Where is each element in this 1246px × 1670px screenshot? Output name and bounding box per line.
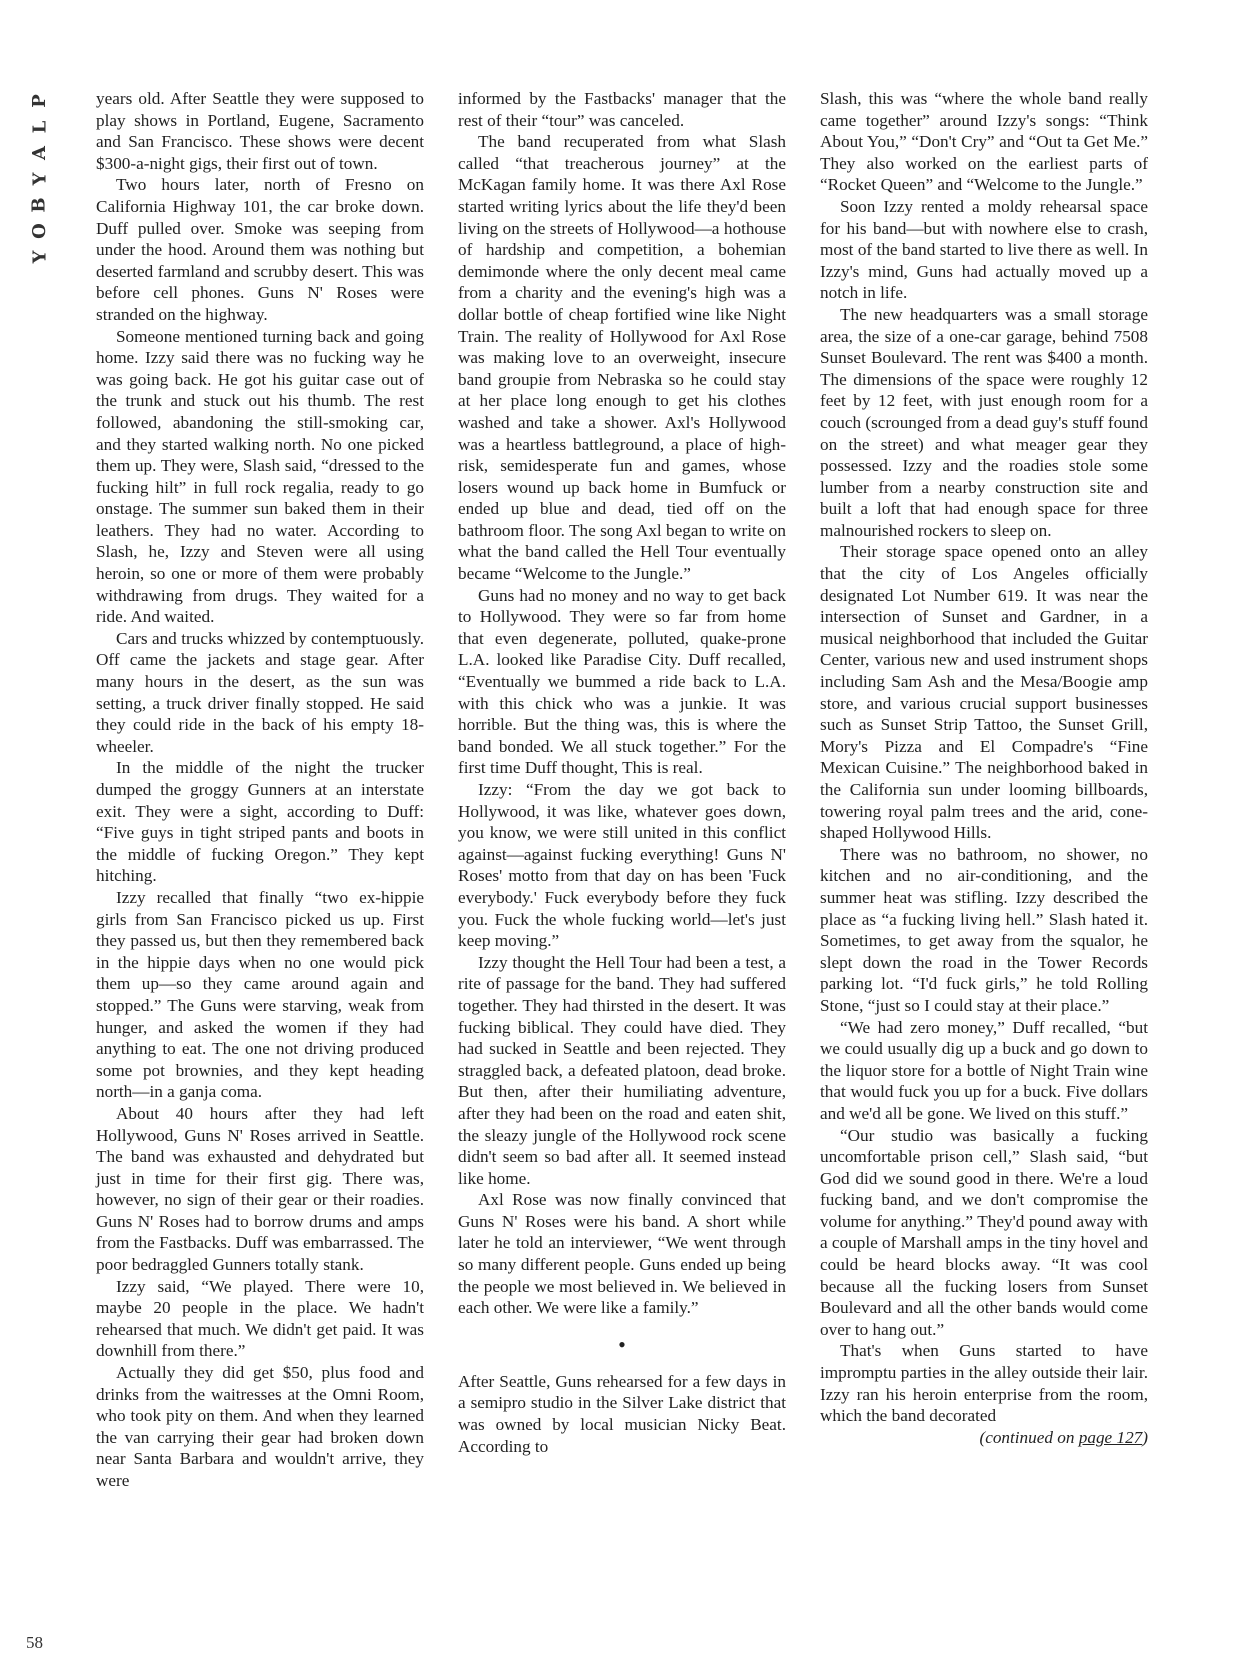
article-column-3	[820, 88, 1148, 1448]
logo-letter: P	[28, 94, 50, 108]
paragraph: Slash, this was “where the whole band really came together” around Izzy's songs: “Think About You,” “Don't Cry” and “Out ta Get Me.” They also worked on the earliest parts of “Rocket Queen” and “Welcome to the Jungle.”	[820, 89, 1148, 195]
paragraph: Izzy: “From the day we got back to Hollywood, it was like, whatever goes down, you know, we were still united in this conflict against—against fucking everything! Guns N' Roses' motto from that day on has been 'Fuck everybody.' Fuck everybody before they fuck you. Fuck the whole fucking world—let's just keep moving.”	[458, 780, 786, 951]
playboy-logo	[30, 88, 50, 270]
paragraph: About 40 hours after they had left Hollywood, Guns N' Roses arrived in Seattle. The band was exhausted and dehydrated but just in time for their first gig. There was, however, no sign of their gear or their roadies. Guns N' Roses had to borrow drums and amps from the Fastbacks. Duff was embarrassed. The poor bedraggled Gunners totally stank.	[96, 1103, 424, 1275]
continued-prefix: (continued on	[979, 1427, 1079, 1447]
paragraph: Soon Izzy rented a moldy rehearsal space for his band—but with nowhere else to crash, most of the band started to live there as well. In Izzy's mind, Guns had actually moved up a notch in life.	[820, 196, 1148, 303]
page-number: 58	[26, 1633, 43, 1652]
paragraph: Izzy recalled that finally “two ex-hippie girls from San Francisco picked us up. First they passed us, but then they remembered back in the hippie days when no one would pick them up—so they came around again and stopped.” The Guns were starving, weak from hunger, and asked the women if they had anything to eat. The one not driving produced some pot brownies, and they kept heading north—in a ganja coma.	[96, 887, 424, 1102]
paragraph: informed by the Fastbacks' manager that the rest of their “tour” was canceled.	[458, 89, 786, 130]
section-break-bullet: •	[618, 1331, 626, 1357]
article-column-1	[96, 88, 424, 1492]
paragraph: After Seattle, Guns rehearsed for a few days in a semipro studio in the Silver Lake district that was owned by local musician Nicky Beat. According to	[458, 1371, 786, 1456]
paragraph: Izzy thought the Hell Tour had been a test, a rite of passage for the band. They had suffered together. They had thirsted in the desert. It was fucking biblical. They could have died. They had sucked in Seattle and been rejected. They straggled back, a defeated platoon, dead broke. But then, after their humiliating adventure, after they had been on the road and eaten shit, the sleazy jungle of the Hollywood rock scene didn't seem so bad after all. It seemed instead like home.	[458, 952, 786, 1188]
logo-letter: L	[29, 120, 50, 134]
logo-letter: A	[29, 146, 50, 160]
continued-notice	[820, 1427, 1148, 1449]
continued-page-link[interactable]: page 127	[1078, 1427, 1143, 1447]
paragraph: Someone mentioned turning back and going home. Izzy said there was no fucking way he was going back. He got his guitar case out of the trunk and stuck out his thumb. The rest followed, abandoning the still-smoking car, and they started walking north. No one picked them up. They were, Slash said, “dressed to the fucking hilt” in full rock regalia, ready to go onstage. The summer sun baked them in their leathers. They had no water. According to Slash, he, Izzy and Steven were all using heroin, so one or more of them were probably withdrawing from drugs. They waited for a ride. And waited.	[96, 326, 424, 627]
paragraph: The new headquarters was a small storage area, the size of a one-car garage, behind 7508 Sunset Boulevard. The rent was $400 a month. The dimensions of the space were roughly 12 feet by 12 feet, with just enough room for a couch (scrounged from a dead guy's stuff found on the street) and what meager gear they possessed. Izzy and the roadies stole some lumber from a nearby construction site and built a loft that had enough space for three malnourished rockers to sleep on.	[820, 304, 1148, 540]
paragraph: years old. After Seattle they were supposed to play shows in Portland, Eugene, Sacramento and San Francisco. These shows were decent $300-a-night gigs, their first out of town.	[96, 89, 424, 173]
logo-letter: Y	[28, 172, 50, 186]
paragraph: Guns had no money and no way to get back to Hollywood. They were so far from home that even degenerate, polluted, quake-prone L.A. looked like Paradise City. Duff recalled, “Eventually we bummed a ride back to L.A. with this chick who was a junkie. It was horrible. But the thing was, this is where the band bonded. We all stuck together.” For the first time Duff thought, This is real.	[458, 585, 786, 778]
paragraph: The band recuperated from what Slash called “that treacherous journey” at the McKagan family home. It was there Axl Rose started writing lyrics about the life they'd been living on the streets of Hollywood—a hothouse of hardship and competition, a bohemian demimonde where the only decent meal came from a charity and the evening's high was a dollar bottle of cheap fortified wine like Night Train. The reality of Hollywood for Axl Rose was making love to an overweight, insecure band groupie from Nebraska so he could stay at her place long enough to get his clothes washed and take a shower. Axl's Hollywood was a heartless battleground, a place of high-risk, semidesperate fun and games, whose losers wound up back home in Bumfuck or ended up blue and dead, tied off on the bathroom floor. The song Axl began to write on what the band called the Hell Tour eventually became “Welcome to the Jungle.”	[458, 132, 786, 584]
paragraph: Two hours later, north of Fresno on California Highway 101, the car broke down. Duff pulled over. Smoke was seeping from under the hood. Around them was nothing but deserted farmland and scrubby desert. This was before cell phones. Guns N' Roses were stranded on the highway.	[96, 175, 424, 324]
logo-letter: O	[29, 223, 50, 239]
paragraph: Their storage space opened onto an alley that the city of Los Angeles officially designated Lot Number 619. It was near the intersection of Sunset and Gardner, in a musical neighborhood that included the Guitar Center, various new and used instrument shops including Sam Ash and the Mesa/Boogie amp store, and various crucial support businesses such as Sunset Strip Tattoo, the Sunset Grill, Mory's Pizza and El Compadre's “Fine Mexican Cuisine.” The neighborhood baked in the California sun under looming billboards, towering royal palm trees and the arid, cone-shaped Hollywood Hills.	[820, 542, 1148, 843]
paragraph: There was no bathroom, no shower, no kitchen and no air-conditioning, and the summer heat was stifling. Izzy described the place as “a fucking living hell.” Slash hated it. Sometimes, to get away from the squalor, he slept down the road in the Tower Records parking lot. “I'd fuck girls,” he told Rolling Stone, “just so I could stay at their place.”	[820, 844, 1148, 1015]
paragraph: “We had zero money,” Duff recalled, “but we could usually dig up a buck and go down to the liquor store for a bottle of Night Train wine that would fuck you up for a buck. Five dollars and we'd all be gone. We lived on this stuff.”	[820, 1017, 1148, 1123]
article-column-2	[458, 88, 786, 1457]
paragraph: Actually they did get $50, plus food and drinks from the waitresses at the Omni Room, who took pity on them. And when they learned the van carrying their gear had broken down near Santa Barbara and wouldn't arrive, they were	[96, 1363, 424, 1490]
paragraph: Cars and trucks whizzed by contemptuously. Off came the jackets and stage gear. After many hours in the desert, as the sun was setting, a truck driver finally stopped. He said they could ride in the back of his empty 18-wheeler.	[96, 628, 424, 756]
paragraph: In the middle of the night the trucker dumped the groggy Gunners at an interstate exit. They were a sight, according to Duff: “Five guys in tight striped pants and boots in the middle of fucking Oregon.” They kept hitching.	[96, 758, 424, 886]
paragraph: Axl Rose was now finally convinced that Guns N' Roses were his band. A short while later he told an interviewer, “We went through so many different people. Guns ended up being the people we most believed in. We believed in each other. We were like a family.”	[458, 1190, 786, 1318]
paragraph: Izzy said, “We played. There were 10, maybe 20 people in the place. We hadn't rehearsed that much. We didn't get paid. It was downhill from there.”	[96, 1276, 424, 1361]
paragraph: “Our studio was basically a fucking uncomfortable prison cell,” Slash said, “but God did we sound good in there. We're a loud fucking band, and we don't compromise the volume for anything.” They'd pound away with a couple of Marshall amps in the tiny hovel and could be heard blocks away. “It was cool because all the fucking losers from Sunset Boulevard and all the other bands would come over to hang out.”	[820, 1125, 1148, 1339]
logo-letter: Y	[28, 250, 50, 264]
continued-suffix: )	[1142, 1427, 1148, 1447]
paragraph: That's when Guns started to have impromptu parties in the alley outside their lair. Izzy ran his heroin enterprise from the room, which the band decorated	[820, 1341, 1148, 1426]
logo-letter: B	[29, 197, 50, 213]
